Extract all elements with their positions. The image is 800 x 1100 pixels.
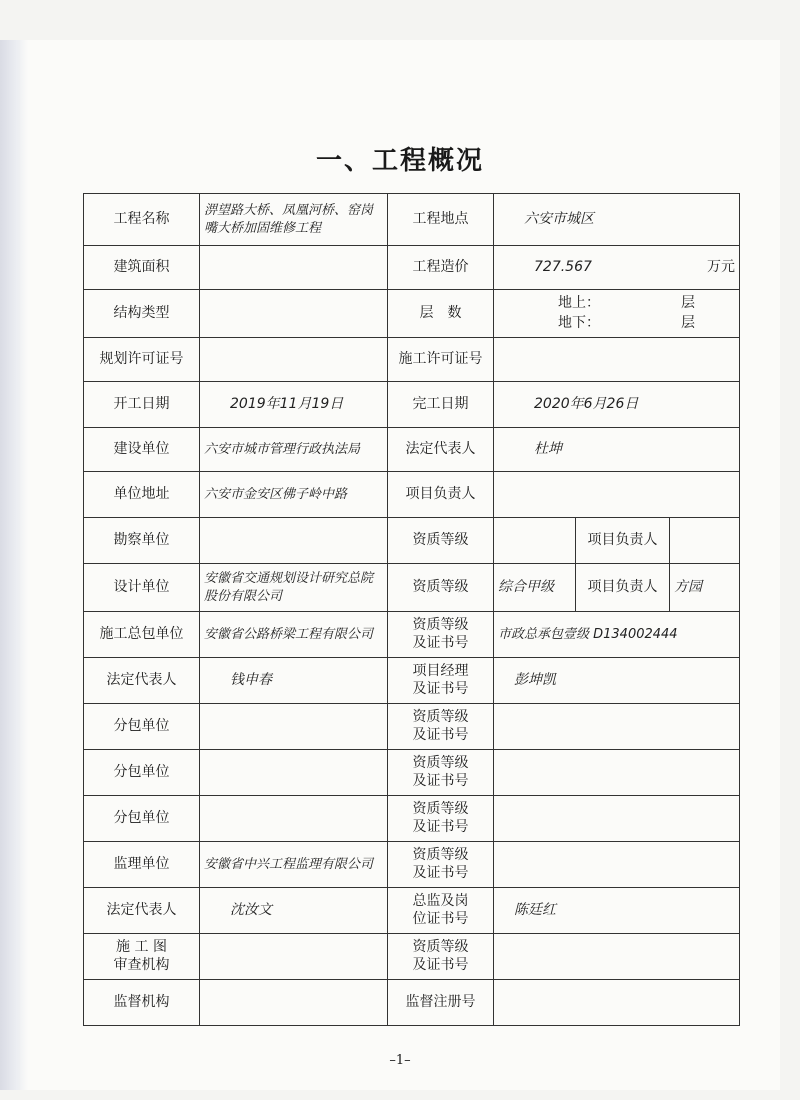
value-sub-unit-2 xyxy=(200,750,388,796)
table-row xyxy=(84,246,740,290)
above-ground-unit: 层 xyxy=(681,294,695,311)
value-survey-lead xyxy=(670,518,740,564)
value-contractor-cert: 市政总承包壹级 D134002444 xyxy=(494,612,740,658)
label-supervision-legal-rep: 法定代表人 xyxy=(84,888,200,934)
table-row xyxy=(84,888,740,934)
value-floors xyxy=(494,290,740,338)
table-row xyxy=(84,382,740,428)
value-review-cert xyxy=(494,934,740,980)
label-oversight-agency: 监督机构 xyxy=(84,980,200,1026)
floors-below-line xyxy=(498,314,735,334)
table-row xyxy=(84,704,740,750)
cost-unit: 万元 xyxy=(707,259,735,276)
value-survey-unit xyxy=(200,518,388,564)
page-number: –1– xyxy=(389,1053,411,1068)
value-sub-cert-2 xyxy=(494,750,740,796)
value-project-name: 淠望路大桥、凤凰河桥、窑岗嘴大桥加固维修工程 xyxy=(200,194,388,246)
value-structure-type xyxy=(200,290,388,338)
value-sub-cert-3 xyxy=(494,796,740,842)
label-general-contractor: 施工总包单位 xyxy=(84,612,200,658)
label-start-date: 开工日期 xyxy=(84,382,200,428)
label-drawing-review: 施 工 图 审查机构 xyxy=(84,934,200,980)
label-design-unit: 设计单位 xyxy=(84,564,200,612)
value-planning-permit xyxy=(200,338,388,382)
value-builder-unit: 六安市城市管理行政执法局 xyxy=(200,428,388,472)
value-oversight-agency xyxy=(200,980,388,1026)
value-supervision-legal-rep: 沈汝文 xyxy=(200,888,388,934)
label-review-cert: 资质等级 及证书号 xyxy=(388,934,494,980)
label-planning-permit: 规划许可证号 xyxy=(84,338,200,382)
label-survey-grade: 资质等级 xyxy=(388,518,494,564)
label-builder-legal-rep: 法定代表人 xyxy=(388,428,494,472)
label-oversight-reg: 监督注册号 xyxy=(388,980,494,1026)
table-row xyxy=(84,750,740,796)
label-sub-unit-2: 分包单位 xyxy=(84,750,200,796)
table-row xyxy=(84,796,740,842)
value-project-cost: 727.567 xyxy=(534,259,592,276)
table-row xyxy=(84,194,740,246)
page-title: 一、工程概况 xyxy=(315,146,484,176)
table-row xyxy=(84,842,740,888)
value-oversight-reg xyxy=(494,980,740,1026)
value-construction-permit xyxy=(494,338,740,382)
below-ground-label: 地下： xyxy=(558,314,600,331)
label-sub-unit-1: 分包单位 xyxy=(84,704,200,750)
value-general-contractor: 安徽省公路桥梁工程有限公司 xyxy=(200,612,388,658)
table-row xyxy=(84,564,740,612)
table-row xyxy=(84,934,740,980)
value-contractor-pm: 彭坤凯 xyxy=(494,658,740,704)
label-builder-unit: 建设单位 xyxy=(84,428,200,472)
floors-above-line xyxy=(498,294,735,314)
table-row xyxy=(84,428,740,472)
value-design-unit: 安徽省交通规划设计研究总院股份有限公司 xyxy=(200,564,388,612)
label-unit-address: 单位地址 xyxy=(84,472,200,518)
label-contractor-legal-rep: 法定代表人 xyxy=(84,658,200,704)
value-project-location: 六安市城区 xyxy=(494,194,740,246)
value-sub-cert-1 xyxy=(494,704,740,750)
value-project-lead xyxy=(494,472,740,518)
label-floor-area: 建筑面积 xyxy=(84,246,200,290)
value-chief-supervisor: 陈廷红 xyxy=(494,888,740,934)
value-sub-unit-3 xyxy=(200,796,388,842)
label-survey-lead: 项目负责人 xyxy=(576,518,670,564)
value-design-lead: 方园 xyxy=(670,564,740,612)
label-supervision-cert: 资质等级 及证书号 xyxy=(388,842,494,888)
value-project-cost-cell xyxy=(494,246,740,290)
label-design-grade: 资质等级 xyxy=(388,564,494,612)
table-row xyxy=(84,290,740,338)
label-design-lead: 项目负责人 xyxy=(576,564,670,612)
label-contractor-pm: 项目经理 及证书号 xyxy=(388,658,494,704)
label-floors: 层 数 xyxy=(388,290,494,338)
table-row xyxy=(84,612,740,658)
label-sub-cert-3: 资质等级 及证书号 xyxy=(388,796,494,842)
label-project-name: 工程名称 xyxy=(84,194,200,246)
label-sub-cert-1: 资质等级 及证书号 xyxy=(388,704,494,750)
below-ground-unit: 层 xyxy=(681,314,695,331)
value-start-date: 2019年11月19日 xyxy=(200,382,388,428)
label-sub-cert-2: 资质等级 及证书号 xyxy=(388,750,494,796)
value-drawing-review xyxy=(200,934,388,980)
label-chief-supervisor: 总监及岗 位证书号 xyxy=(388,888,494,934)
label-contractor-cert: 资质等级 及证书号 xyxy=(388,612,494,658)
label-supervision-unit: 监理单位 xyxy=(84,842,200,888)
value-design-grade: 综合甲级 xyxy=(494,564,576,612)
label-end-date: 完工日期 xyxy=(388,382,494,428)
table-row xyxy=(84,658,740,704)
table-row xyxy=(84,338,740,382)
value-survey-grade xyxy=(494,518,576,564)
value-end-date: 2020年6月26日 xyxy=(494,382,740,428)
value-contractor-legal-rep: 钱申春 xyxy=(200,658,388,704)
value-unit-address: 六安市金安区佛子岭中路 xyxy=(200,472,388,518)
label-construction-permit: 施工许可证号 xyxy=(388,338,494,382)
value-supervision-unit: 安徽省中兴工程监理有限公司 xyxy=(200,842,388,888)
scan-edge-shadow xyxy=(0,40,28,1090)
label-structure-type: 结构类型 xyxy=(84,290,200,338)
value-builder-legal-rep: 杜坤 xyxy=(494,428,740,472)
table-row xyxy=(84,518,740,564)
above-ground-label: 地上： xyxy=(558,294,600,311)
label-project-location: 工程地点 xyxy=(388,194,494,246)
value-floor-area xyxy=(200,246,388,290)
label-sub-unit-3: 分包单位 xyxy=(84,796,200,842)
project-overview-table xyxy=(83,193,740,1026)
label-survey-unit: 勘察单位 xyxy=(84,518,200,564)
table-row xyxy=(84,980,740,1026)
label-project-lead: 项目负责人 xyxy=(388,472,494,518)
table-row xyxy=(84,472,740,518)
value-supervision-cert xyxy=(494,842,740,888)
value-sub-unit-1 xyxy=(200,704,388,750)
label-project-cost: 工程造价 xyxy=(388,246,494,290)
